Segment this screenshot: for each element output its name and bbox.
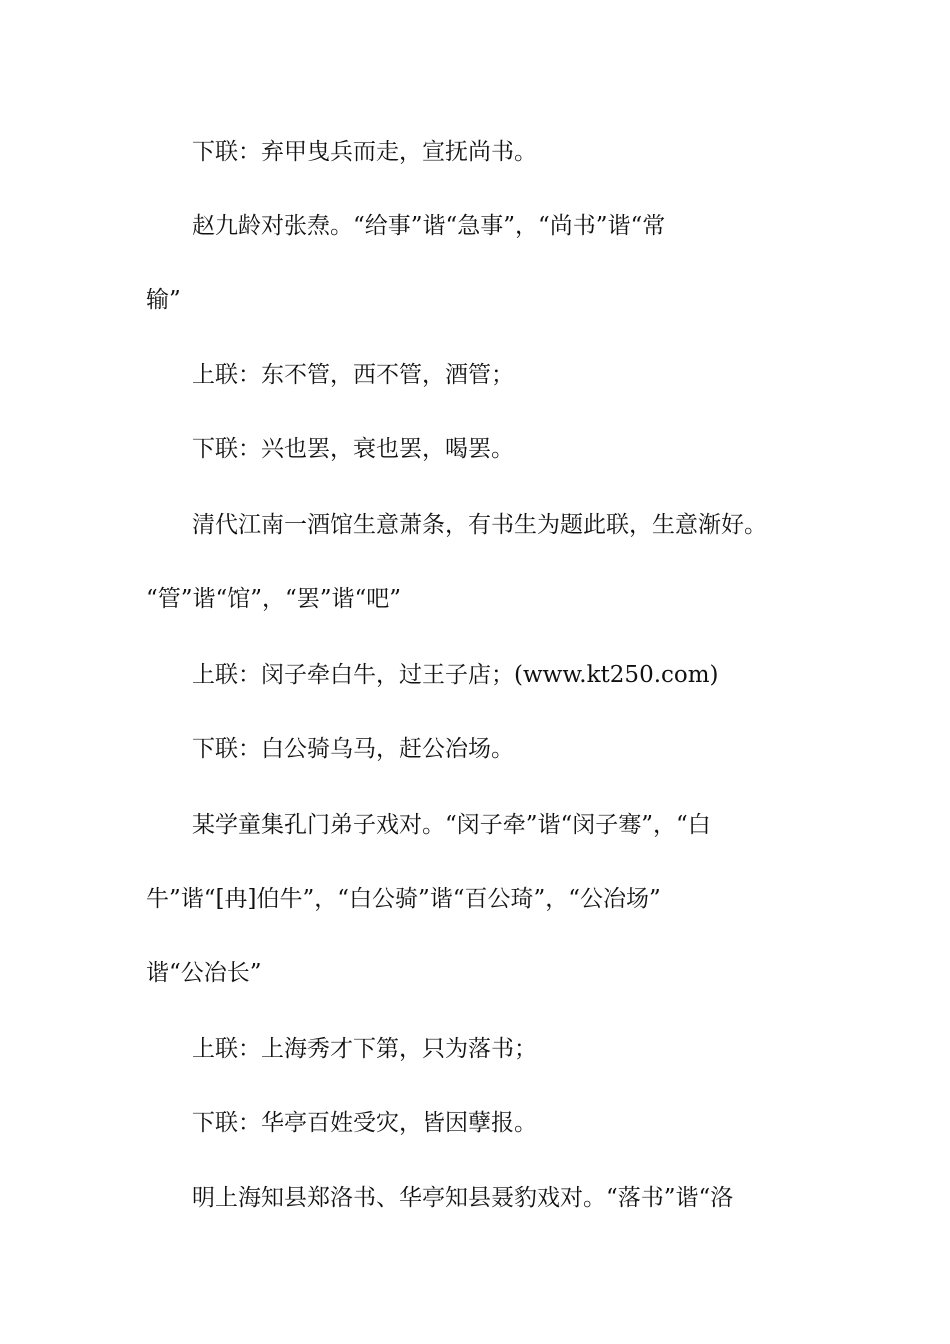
text-line: 上联：闵子牵白牛，过王子店；(www.kt250.com) [192, 662, 719, 688]
text-line: 下联：兴也罢，衰也罢，喝罢。 [192, 436, 514, 462]
text-line: “管”谐“馆”，“罢”谐“吧” [146, 586, 402, 612]
text-line: 明上海知县郑洛书、华亭知县聂豹戏对。“落书”谐“洛 [192, 1185, 734, 1211]
text-line: 赵九龄对张焘。“给事”谐“急事”，“尚书”谐“常 [192, 213, 666, 239]
text-line: 下联：弃甲曳兵而走，宣抚尚书。 [192, 139, 537, 165]
text-line: 谐“公冶长” [146, 960, 262, 986]
text-line: 某学童集孔门弟子戏对。“闵子牵”谐“闵子骞”，“白 [192, 812, 711, 838]
text-line: 输” [146, 287, 181, 313]
text-line: 下联：白公骑乌马，赶公冶场。 [192, 736, 514, 762]
text-line: 下联：华亭百姓受灾，皆因孽报。 [192, 1110, 537, 1136]
text-line: 上联：东不管，西不管，酒管； [192, 362, 514, 388]
text-line: 上联：上海秀才下第，只为落书； [192, 1036, 537, 1062]
text-line: 牛”谐“[冉]伯牛”，“白公骑”谐“百公琦”，“公冶场” [146, 886, 661, 912]
text-line: 清代江南一酒馆生意萧条，有书生为题此联，生意渐好。 [192, 512, 767, 538]
